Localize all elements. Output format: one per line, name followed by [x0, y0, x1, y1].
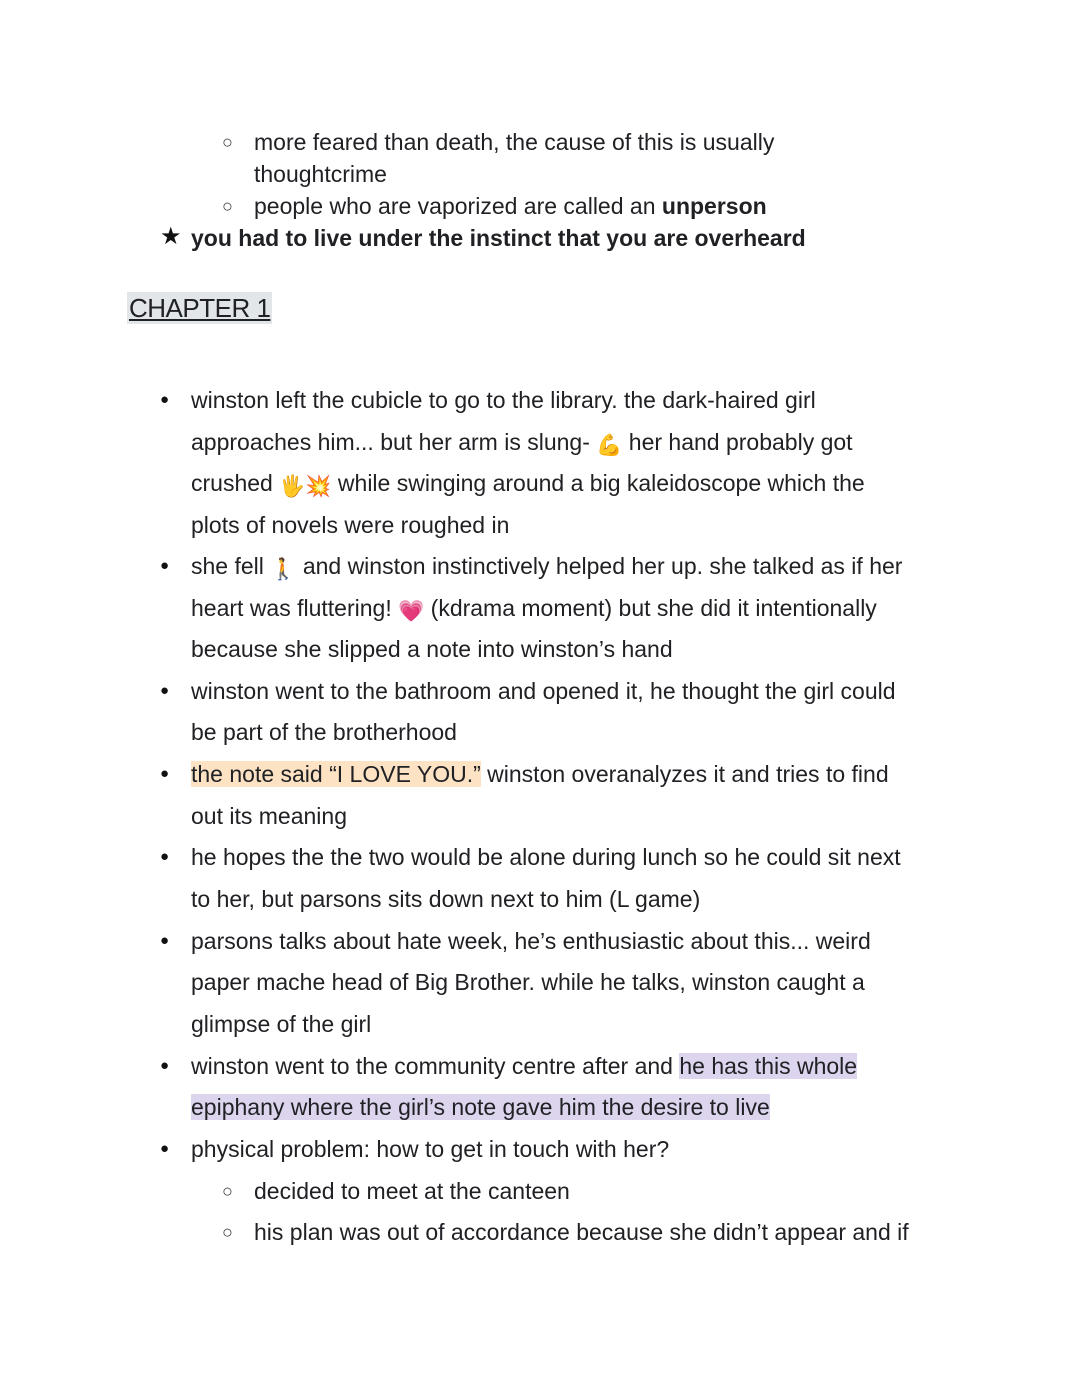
bullet-icon: ● [160, 557, 170, 574]
bullet-2-line-3: because she slipped a note into winston’s hand [191, 636, 673, 662]
bullet-4-line-1 [191, 759, 889, 789]
bullet-6-line-1: parsons talks about hate week, he’s enthusiastic about this... weird [191, 928, 871, 954]
bullet-1-text-b: her hand probably got [628, 429, 853, 455]
bullet-icon: ● [160, 848, 170, 865]
sub-bullet-icon: ○ [222, 196, 233, 216]
person-walking-icon: 🚶 [270, 558, 297, 581]
bullet-8-line-1: physical problem: how to get in touch with her? [191, 1136, 670, 1162]
bullet-2-text-d: (kdrama moment) but she did it intentionally [430, 595, 877, 621]
star-item-text: you had to live under the instinct that you are overheard [191, 225, 806, 251]
heart-icon: 💗 [398, 600, 425, 623]
sub-item-text-continued: thoughtcrime [254, 161, 387, 187]
bullet-icon: ● [160, 1140, 170, 1157]
bullet-7-text-plain: winston went to the community centre after and [191, 1053, 680, 1079]
bullet-1-text-c: crushed [191, 470, 273, 496]
bullet-icon: ● [160, 765, 170, 782]
bullet-1-line-1: winston left the cubicle to go to the library. the dark-haired girl [191, 387, 816, 413]
bullet-3-line-1: winston went to the bathroom and opened it, he thought the girl could [191, 678, 896, 704]
bullet-icon: ● [160, 391, 170, 408]
bullet-3-line-2: be part of the brotherhood [191, 719, 457, 745]
highlighted-epiphany-text: he has this whole [679, 1053, 858, 1079]
bullet-8-sub-2: his plan was out of accordance because she didn’t appear and if [254, 1219, 909, 1245]
bullet-1-line-3 [191, 468, 865, 502]
bullet-2-text-a: she fell [191, 553, 264, 579]
bullet-5-line-1: he hopes the the two would be alone during lunch so he could sit next [191, 844, 901, 870]
raised-hand-icon: 🖐 [279, 475, 306, 498]
unperson-term: unperson [661, 193, 767, 219]
sub-item-unperson [254, 191, 767, 221]
bullet-1-line-2 [191, 427, 853, 461]
bullet-4-line-2: out its meaning [191, 803, 347, 829]
bullet-icon: ● [160, 682, 170, 699]
highlighted-epiphany-text-continued: epiphany where the girl’s note gave him the desire to live [191, 1094, 770, 1120]
flexed-biceps-icon: 💪 [596, 434, 623, 457]
sub-item-prefix: people who are vaporized are called an [254, 193, 662, 219]
bullet-1-text-d: while swinging around a big kaleidoscope which the [337, 470, 865, 496]
bullet-6-line-2: paper mache head of Big Brother. while he talks, winston caught a [191, 969, 865, 995]
bullet-6-line-3: glimpse of the girl [191, 1011, 372, 1037]
bullet-1-line-4: plots of novels were roughed in [191, 512, 510, 538]
bullet-5-line-2: to her, but parsons sits down next to him (L game) [191, 886, 701, 912]
bullet-7-line-1 [191, 1051, 857, 1081]
sub-bullet-icon: ○ [222, 1181, 233, 1201]
bullet-7-line-2 [191, 1092, 770, 1122]
bullet-2-line-2 [191, 593, 877, 627]
bullet-2-line-1 [191, 551, 902, 585]
bullet-icon: ● [160, 932, 170, 949]
bullet-4-text-rest: winston overanalyzes it and tries to find [480, 761, 889, 787]
bullet-2-text-c: heart was fluttering! [191, 595, 392, 621]
bullet-icon: ● [160, 1057, 170, 1074]
star-icon: ★ [160, 223, 182, 250]
sub-bullet-icon: ○ [222, 1222, 233, 1242]
sub-bullet-icon: ○ [222, 132, 233, 152]
bullet-2-text-b: and winston instinctively helped her up. she talked as if her [302, 553, 903, 579]
bullet-1-text-a: approaches him... but her arm is slung- [191, 429, 590, 455]
bullet-8-sub-1: decided to meet at the canteen [254, 1178, 570, 1204]
collision-icon: 💥 [305, 475, 332, 498]
highlighted-note-text: the note said “I LOVE YOU.” [191, 761, 481, 787]
chapter-heading: CHAPTER 1 [129, 293, 271, 323]
sub-item-text: more feared than death, the cause of this is usually [254, 129, 775, 155]
